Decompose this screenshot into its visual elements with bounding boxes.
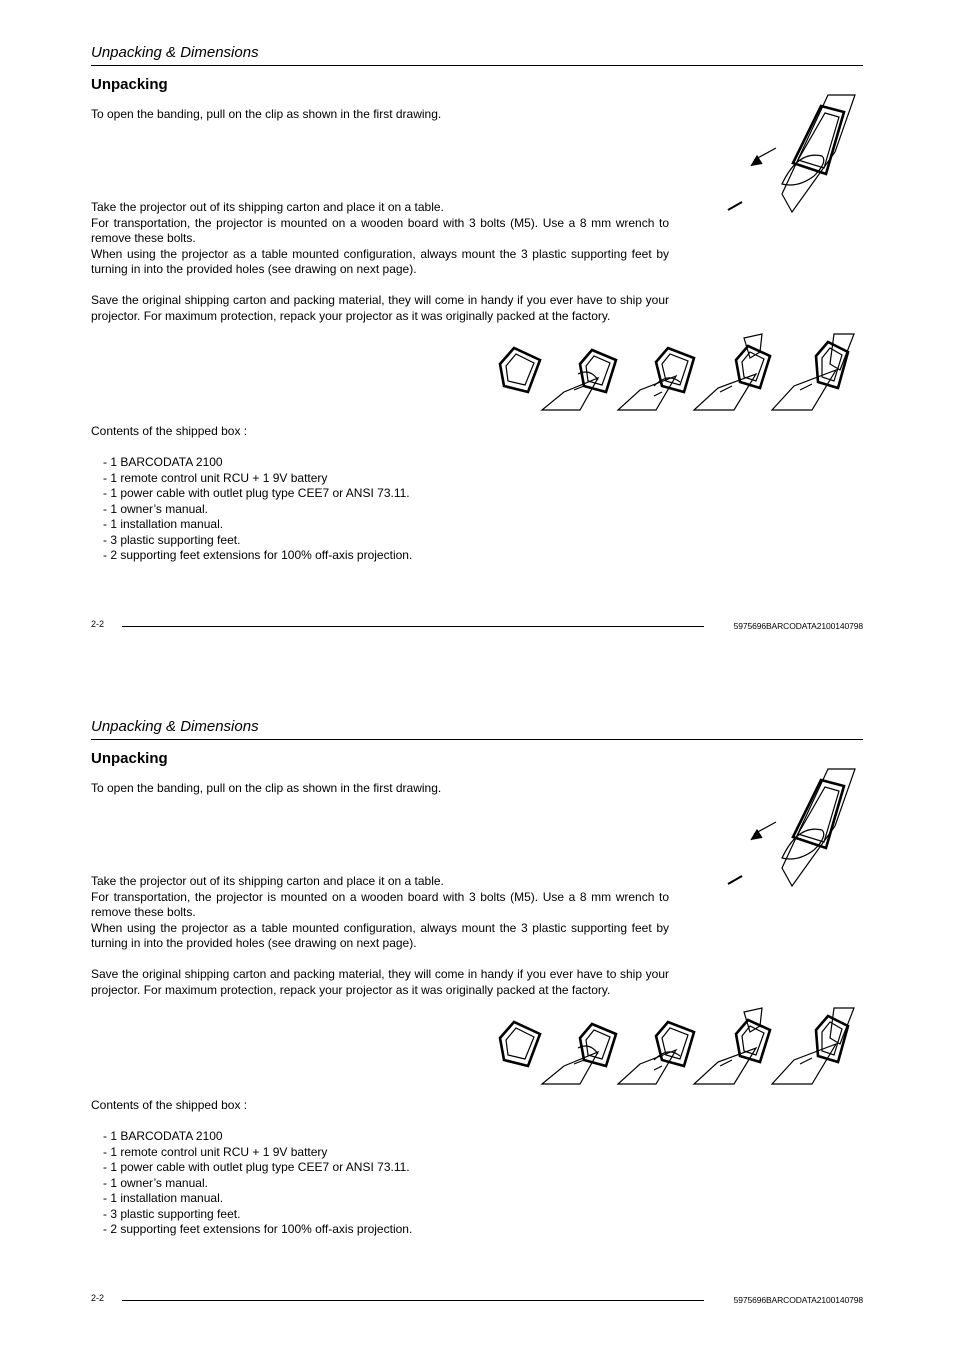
repack-step-1	[500, 348, 540, 392]
list-item: - 1 remote control unit RCU + 1 9V battery	[103, 1144, 328, 1159]
repack-step-4	[694, 334, 770, 410]
paragraph-transport: For transportation, the projector is mounted on a wooden board with 3 bolts (M5). Use a 8 mm wrench to remove these bolts.	[91, 215, 669, 245]
paragraph-banding: To open the banding, pull on the clip as shown in the first drawing.	[91, 781, 442, 795]
page-number: 2-2	[91, 1293, 105, 1303]
heading-unpacking: Unpacking	[91, 750, 168, 767]
repack-step-2	[542, 1024, 616, 1084]
list-item: - 1 owner’s manual.	[103, 1175, 208, 1190]
repack-step-5	[772, 1008, 854, 1084]
paragraph-block-transport	[91, 200, 669, 278]
paragraph-take-out: Take the projector out of its shipping carton and place it on a table.	[91, 874, 444, 888]
paragraph-save: Save the original shipping carton and packing material, they will come in handy if you ever have to ship your projector. For maximum protection, repack your projector as it was originally packed at the factory.	[91, 967, 669, 997]
paragraph-banding: To open the banding, pull on the clip as shown in the first drawing.	[91, 107, 442, 121]
section-title: Unpacking & Dimensions	[91, 718, 259, 735]
contents-list	[103, 1129, 412, 1238]
list-item: - 3 plastic supporting feet.	[103, 1206, 241, 1221]
manual-page-1	[0, 0, 954, 674]
list-item: - 1 installation manual.	[103, 1191, 224, 1205]
paragraph-transport: For transportation, the projector is mounted on a wooden board with 3 bolts (M5). Use a 8 mm wrench to remove these bolts.	[91, 889, 669, 919]
repack-step-4	[694, 1008, 770, 1084]
list-item: - 3 plastic supporting feet.	[103, 532, 241, 547]
list-item: - 1 BARCODATA 2100	[103, 1129, 223, 1143]
heading-unpacking: Unpacking	[91, 76, 168, 93]
repack-step-2	[542, 350, 616, 410]
paragraph-mount: When using the projector as a table mounted configuration, always mount the 3 plastic supporting feet by turning in into the provided holes (see drawing on next page).	[91, 246, 669, 276]
list-item: - 2 supporting feet extensions for 100% off-axis projection.	[103, 1222, 413, 1236]
list-item: - 1 remote control unit RCU + 1 9V battery	[103, 470, 328, 485]
banding-clip-drawing	[724, 90, 859, 215]
section-title: Unpacking & Dimensions	[91, 44, 259, 61]
footer-rule	[122, 1300, 704, 1301]
footer-rule	[122, 626, 704, 627]
list-item: - 1 power cable with outlet plug type CEE7 or ANSI 73.11.	[103, 1160, 410, 1174]
list-item: - 1 owner’s manual.	[103, 501, 208, 516]
repack-step-3	[618, 348, 694, 410]
list-item: - 1 BARCODATA 2100	[103, 455, 223, 469]
document-code: 5975696BARCODATA2100140798	[733, 621, 863, 631]
header-rule	[91, 739, 863, 740]
header-rule	[91, 65, 863, 66]
contents-label: Contents of the shipped box :	[91, 424, 248, 438]
list-item: - 1 installation manual.	[103, 517, 224, 531]
paragraph-take-out: Take the projector out of its shipping carton and place it on a table.	[91, 200, 444, 214]
paragraph-mount: When using the projector as a table mounted configuration, always mount the 3 plastic supporting feet by turning in into the provided holes (see drawing on next page).	[91, 920, 669, 950]
repack-step-5	[772, 334, 854, 410]
paragraph-save: Save the original shipping carton and packing material, they will come in handy if you ever have to ship your projector. For maximum protection, repack your projector as it was originally packed at the factory.	[91, 293, 669, 323]
contents-list	[103, 455, 412, 564]
repack-step-3	[618, 1022, 694, 1084]
contents-label: Contents of the shipped box :	[91, 1098, 248, 1112]
document-code: 5975696BARCODATA2100140798	[733, 1295, 863, 1305]
repack-step-1	[500, 1022, 540, 1066]
manual-page-2	[0, 674, 954, 1351]
repacking-sequence-drawing	[494, 330, 858, 414]
repacking-sequence-drawing	[494, 1004, 858, 1088]
list-item: - 2 supporting feet extensions for 100% off-axis projection.	[103, 548, 413, 562]
paragraph-block-transport	[91, 874, 669, 952]
list-item: - 1 power cable with outlet plug type CEE7 or ANSI 73.11.	[103, 486, 410, 500]
banding-clip-drawing	[724, 764, 859, 889]
page-number: 2-2	[91, 619, 105, 629]
